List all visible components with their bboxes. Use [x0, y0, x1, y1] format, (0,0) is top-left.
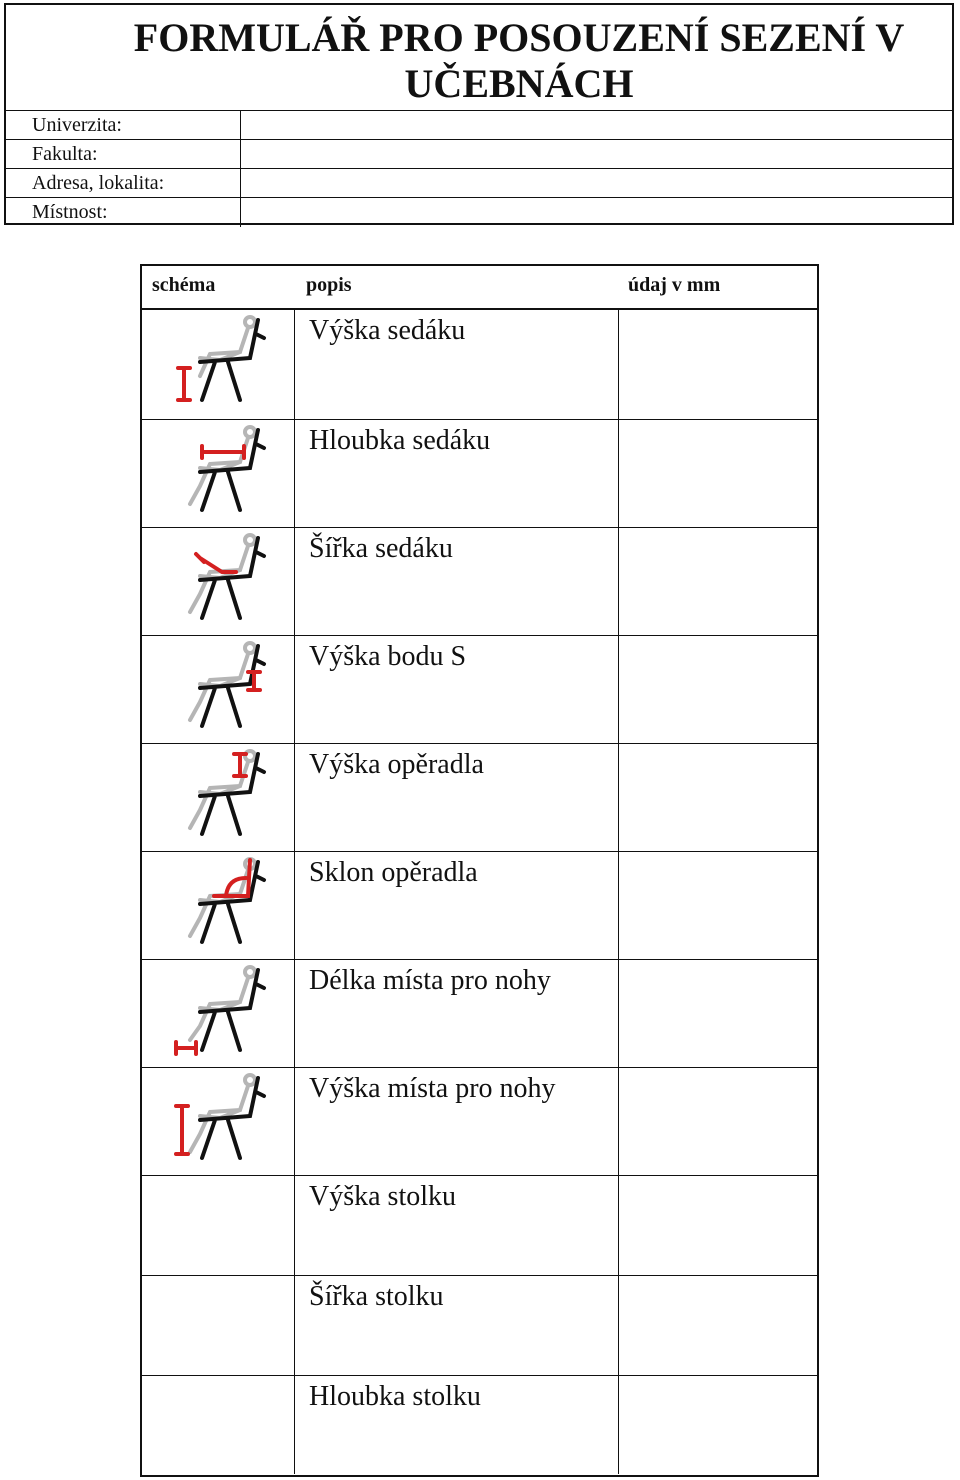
value-input-cell[interactable]: [618, 636, 817, 743]
seat-height-diagram-icon: [170, 314, 270, 406]
seat-depth-diagram-icon: [170, 424, 270, 516]
value-input-cell[interactable]: [618, 852, 817, 959]
seat-width-diagram-icon: [170, 532, 270, 624]
university-field[interactable]: [240, 111, 952, 139]
schema-cell: [142, 310, 294, 419]
schema-cell: [142, 1276, 294, 1375]
info-row-room: [6, 198, 952, 227]
form-header: [4, 3, 954, 225]
schema-cell: [142, 636, 294, 743]
form-title-line-1: FORMULÁŘ PRO POSOUZENÍ SEZENÍ V: [133, 15, 905, 60]
table-row: [142, 744, 817, 852]
schema-cell: [142, 420, 294, 527]
value-input-cell[interactable]: [618, 1068, 817, 1175]
schema-cell: [142, 960, 294, 1067]
value-input-cell[interactable]: [618, 1376, 817, 1474]
description-text: Výška opěradla: [309, 749, 484, 780]
header-schema: schéma: [152, 274, 216, 296]
description-cell: [294, 960, 618, 1067]
description-cell: [294, 852, 618, 959]
point-s-height-diagram-icon: [170, 640, 270, 732]
schema-cell: [142, 1176, 294, 1275]
form-title: [6, 5, 952, 111]
value-input-cell[interactable]: [618, 310, 817, 419]
table-row: [142, 852, 817, 960]
legroom-height-diagram-icon: [170, 1072, 270, 1164]
description-text: Hloubka sedáku: [309, 425, 491, 456]
backrest-height-diagram-icon: [170, 748, 270, 840]
value-input-cell[interactable]: [618, 528, 817, 635]
description-text: Šířka stolku: [309, 1281, 444, 1312]
value-input-cell[interactable]: [618, 1176, 817, 1275]
description-text: Šířka sedáku: [309, 533, 453, 564]
description-cell: [294, 1376, 618, 1474]
info-row-faculty: [6, 140, 952, 169]
description-cell: [294, 310, 618, 419]
header-popis: popis: [306, 274, 352, 296]
value-input-cell[interactable]: [618, 744, 817, 851]
info-row-address: [6, 169, 952, 198]
room-label: Místnost:: [32, 201, 108, 223]
info-row-university: [6, 111, 952, 140]
description-text: Výška bodu S: [309, 641, 467, 672]
room-field[interactable]: [240, 198, 952, 227]
table-row: [142, 420, 817, 528]
value-input-cell[interactable]: [618, 420, 817, 527]
description-cell: [294, 1276, 618, 1375]
form-title-line-2: UČEBNÁCH: [404, 61, 634, 106]
description-text: Výška sedáku: [309, 315, 466, 346]
description-text: Výška místa pro nohy: [309, 1073, 556, 1104]
description-cell: [294, 636, 618, 743]
schema-cell: [142, 852, 294, 959]
value-input-cell[interactable]: [618, 960, 817, 1067]
backrest-tilt-diagram-icon: [170, 856, 270, 948]
address-field[interactable]: [240, 169, 952, 197]
table-row: [142, 960, 817, 1068]
table-header: [142, 266, 817, 310]
address-label: Adresa, lokalita:: [32, 172, 165, 194]
description-cell: [294, 420, 618, 527]
faculty-field[interactable]: [240, 140, 952, 168]
value-input-cell[interactable]: [618, 1276, 817, 1375]
table-row: [142, 310, 817, 420]
description-text: Výška stolku: [309, 1181, 456, 1212]
schema-cell: [142, 1068, 294, 1175]
description-cell: [294, 528, 618, 635]
schema-cell: [142, 1376, 294, 1474]
description-cell: [294, 744, 618, 851]
header-udaj: údaj v mm: [628, 274, 721, 296]
legroom-length-diagram-icon: [170, 964, 270, 1056]
faculty-label: Fakulta:: [32, 143, 98, 165]
table-row: [142, 528, 817, 636]
assessment-table: [140, 264, 819, 1477]
description-text: Délka místa pro nohy: [309, 965, 551, 996]
university-label: Univerzita:: [32, 114, 122, 136]
table-row: [142, 1376, 817, 1474]
schema-cell: [142, 528, 294, 635]
schema-cell: [142, 744, 294, 851]
table-row: [142, 1068, 817, 1176]
description-text: Sklon opěradla: [309, 857, 478, 888]
description-cell: [294, 1068, 618, 1175]
description-cell: [294, 1176, 618, 1275]
table-row: [142, 1176, 817, 1276]
table-row: [142, 636, 817, 744]
description-text: Hloubka stolku: [309, 1381, 481, 1412]
table-row: [142, 1276, 817, 1376]
